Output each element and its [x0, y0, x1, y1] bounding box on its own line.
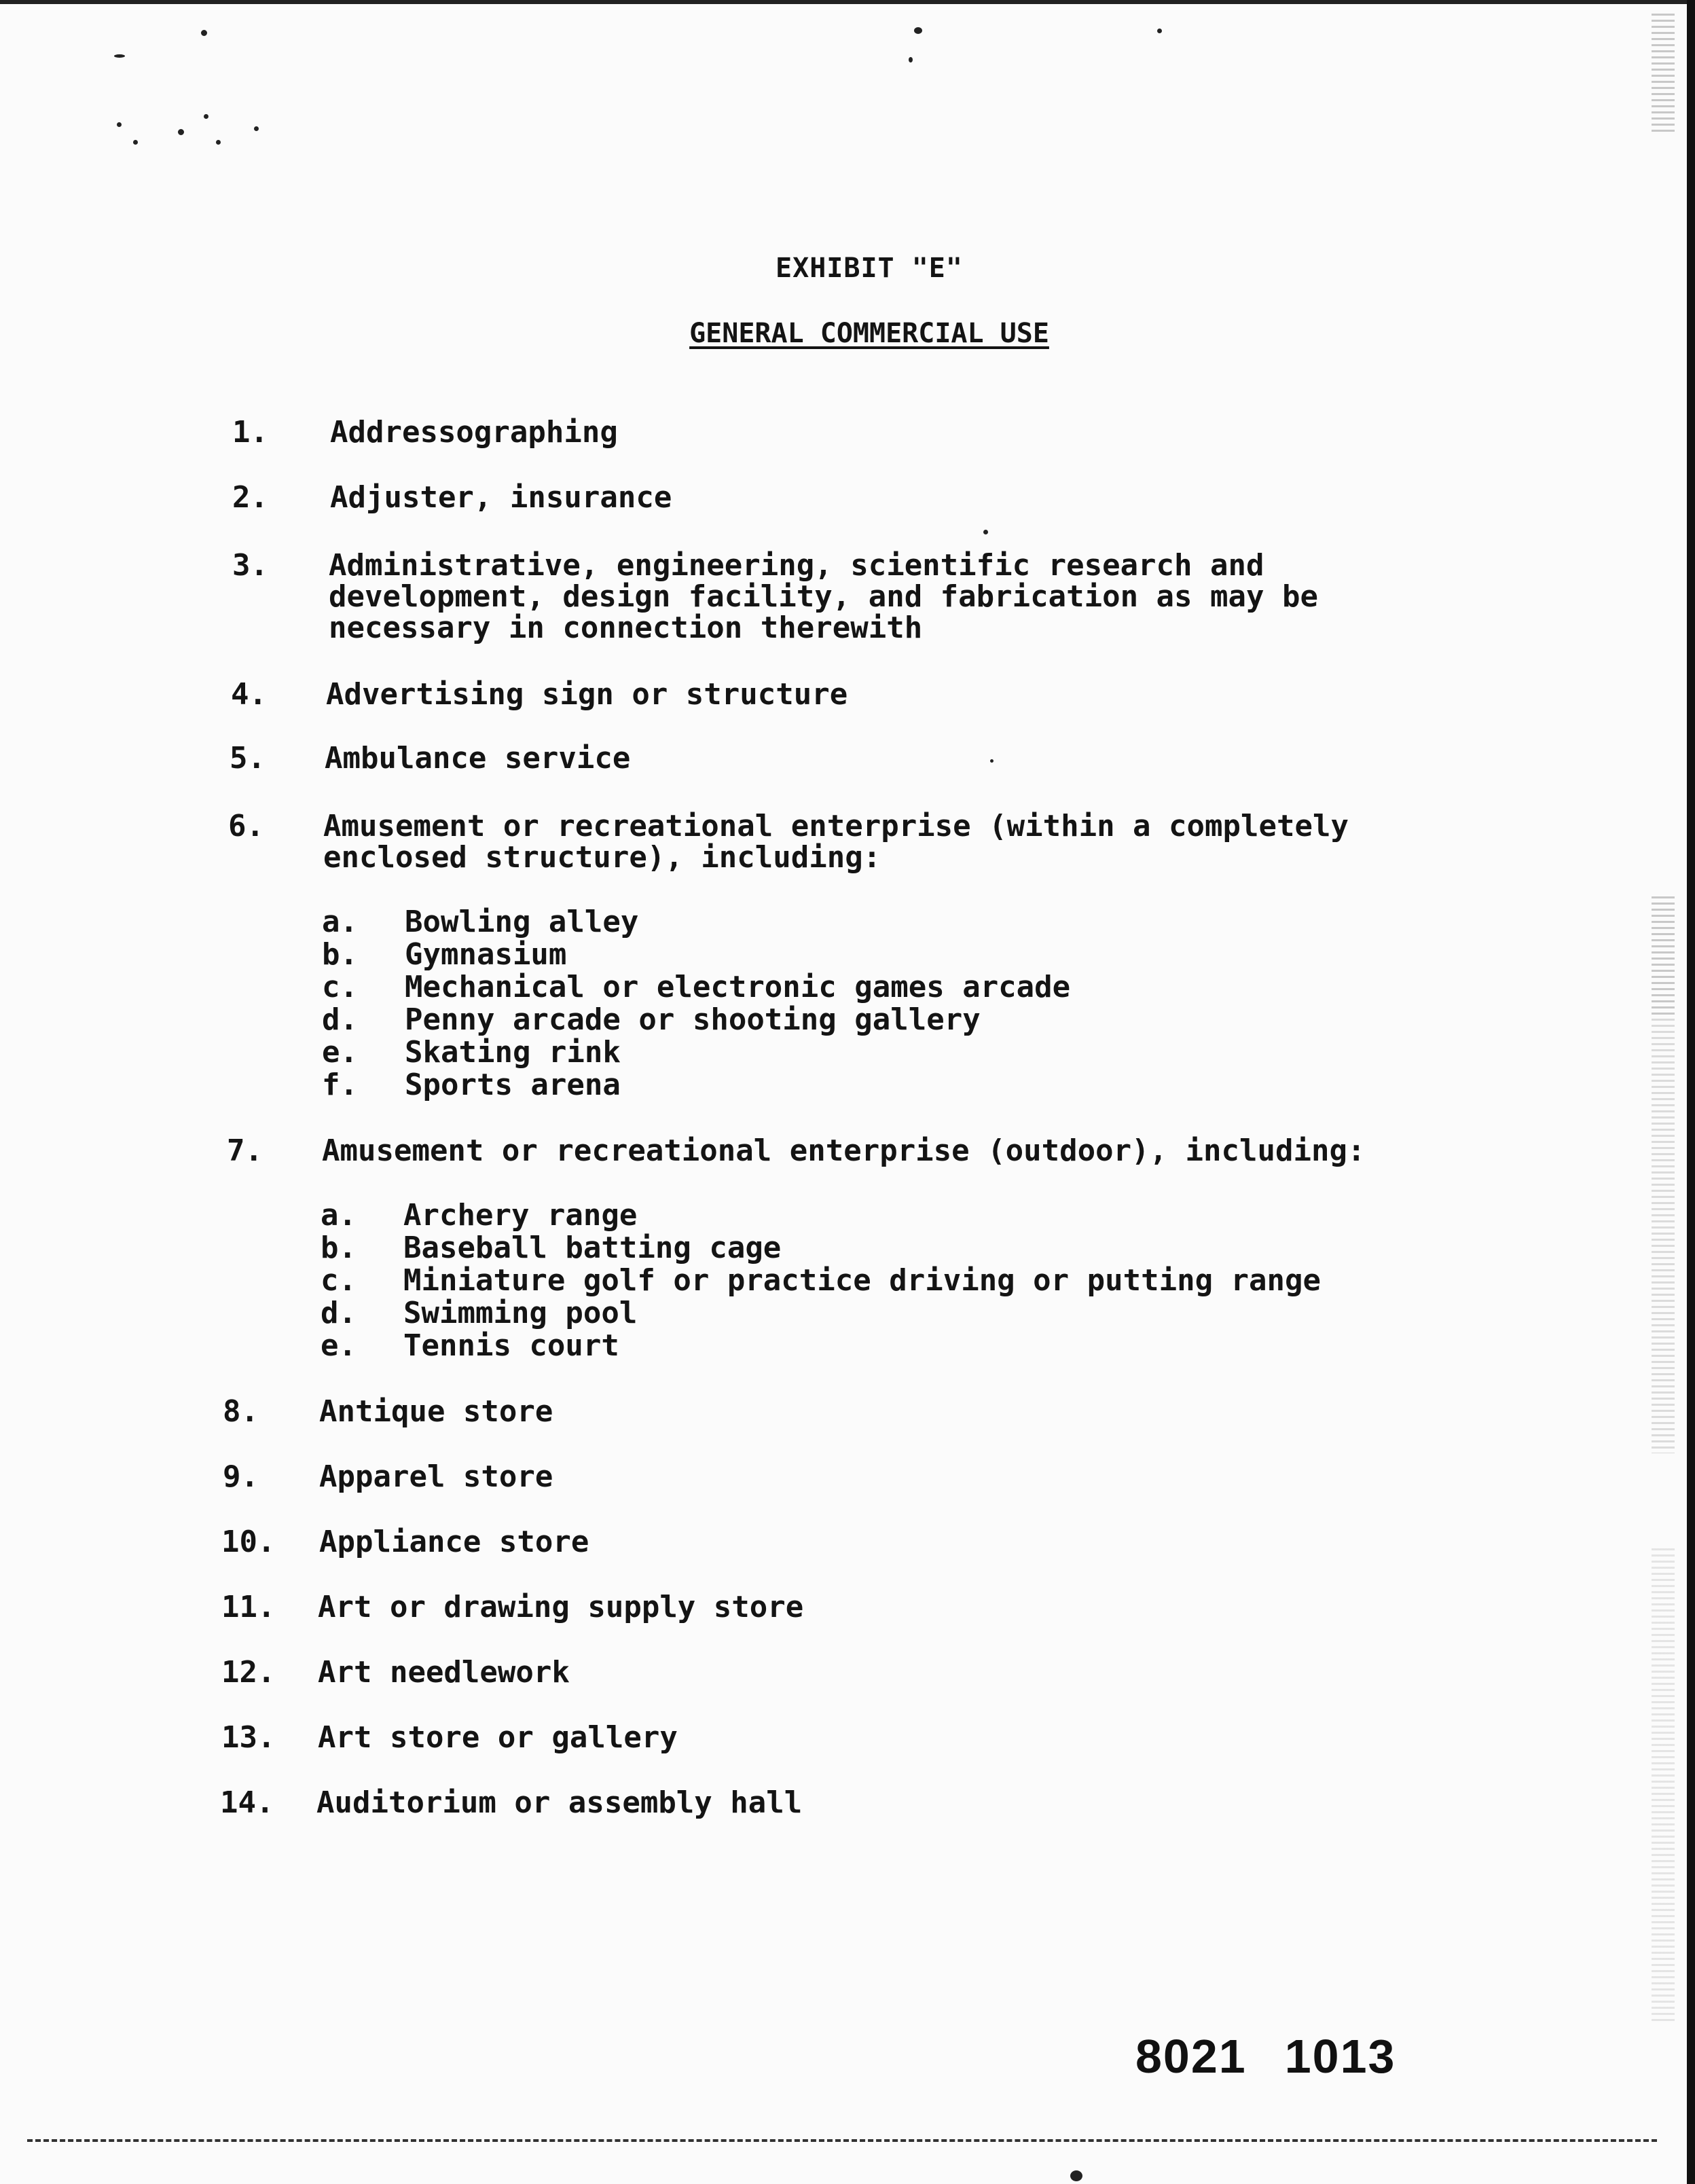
sub-item-letter: d. [321, 1296, 357, 1330]
sub-item-letter: f. [322, 1068, 358, 1102]
sub-item-text: Swimming pool [403, 1296, 638, 1330]
sub-item-text: Archery range [403, 1198, 638, 1233]
sub-item-text: Baseball batting cage [403, 1231, 782, 1265]
item-number: 2. [232, 480, 268, 515]
item-text: necessary in connection therewith [329, 611, 923, 645]
scan-speck [914, 27, 922, 34]
scan-edge-noise [1652, 14, 1675, 136]
sub-item-letter: b. [322, 937, 358, 972]
item-number: 1. [232, 415, 268, 450]
item-text: Auditorium or assembly hall [316, 1785, 803, 1820]
scan-speck [254, 126, 259, 131]
scan-edge-noise [1652, 1019, 1675, 1453]
scan-top-edge [0, 0, 1695, 4]
sub-item-letter: a. [322, 905, 358, 939]
scan-speck [133, 140, 138, 145]
sub-item-letter: c. [321, 1263, 357, 1298]
scan-speck [909, 57, 913, 62]
stamp-code-b: 1013 [1284, 2030, 1396, 2083]
scan-speck [201, 30, 207, 36]
item-text: Art needlework [318, 1655, 570, 1690]
item-number: 12. [221, 1655, 276, 1690]
sub-item-text: Miniature golf or practice driving or putting range [403, 1263, 1322, 1298]
item-number: 14. [220, 1785, 274, 1820]
sub-item-letter: d. [322, 1002, 358, 1037]
item-text: Amusement or recreational enterprise (outdoor), including: [322, 1133, 1366, 1168]
item-text: Appliance store [319, 1525, 589, 1559]
scan-edge-noise [1652, 896, 1675, 1019]
scan-speck [983, 530, 988, 534]
scan-speck [1157, 29, 1162, 33]
page-stamp-number [1135, 2029, 1396, 2083]
scan-speck [178, 129, 184, 135]
item-number: 4. [231, 677, 267, 712]
item-number: 9. [223, 1459, 259, 1494]
item-text: Art or drawing supply store [318, 1590, 804, 1624]
scan-speck [114, 54, 125, 58]
scan-speck [1070, 2170, 1082, 2181]
sub-item-letter: c. [322, 970, 358, 1004]
scan-speck [117, 122, 122, 127]
sub-item-text: Mechanical or electronic games arcade [405, 970, 1071, 1004]
bottom-dashed-rule [27, 2139, 1657, 2142]
item-text: Advertising sign or structure [326, 677, 848, 712]
scan-speck [216, 140, 221, 145]
item-text: Apparel store [319, 1459, 553, 1494]
sub-item-text: Gymnasium [405, 937, 567, 972]
sub-item-text: Sports arena [405, 1068, 621, 1102]
list-item [0, 1785, 803, 1912]
item-text: enclosed structure), including: [323, 840, 881, 875]
item-number: 8. [223, 1394, 259, 1429]
item-text: Addressographing [330, 415, 618, 450]
sub-item-text: Skating rink [405, 1035, 621, 1070]
item-number: 3. [232, 548, 268, 583]
stamp-code-a: 8021 [1135, 2030, 1247, 2083]
item-number: 11. [221, 1590, 276, 1624]
sub-item-letter: b. [321, 1231, 357, 1265]
sub-item-text: Penny arcade or shooting gallery [405, 1002, 981, 1037]
item-number: 10. [221, 1525, 276, 1559]
section-title: GENERAL COMMERCIAL USE [689, 318, 1049, 349]
item-text: Adjuster, insurance [330, 480, 672, 515]
sub-item-letter: e. [321, 1328, 357, 1363]
item-number: 13. [221, 1720, 276, 1755]
sub-item-letter: e. [322, 1035, 358, 1070]
sub-item-text: Tennis court [403, 1328, 619, 1363]
item-number: 7. [227, 1133, 263, 1168]
exhibit-title: EXHIBIT "E" [776, 253, 963, 284]
item-text: Antique store [319, 1394, 553, 1429]
item-text: Art store or gallery [318, 1720, 678, 1755]
item-text: Ambulance service [325, 741, 631, 776]
sub-item-text: Bowling alley [405, 905, 639, 939]
scan-speck [990, 759, 994, 763]
item-text: Administrative, engineering, scientific research and [329, 548, 1264, 583]
scan-speck [204, 114, 208, 119]
scan-edge-noise [1652, 1548, 1675, 2024]
item-text: Amusement or recreational enterprise (within a completely [323, 809, 1349, 843]
item-number: 6. [228, 809, 264, 843]
item-text: development, design facility, and fabrication as may be [329, 579, 1318, 614]
sub-item-letter: a. [321, 1198, 357, 1233]
item-number: 5. [230, 741, 266, 776]
